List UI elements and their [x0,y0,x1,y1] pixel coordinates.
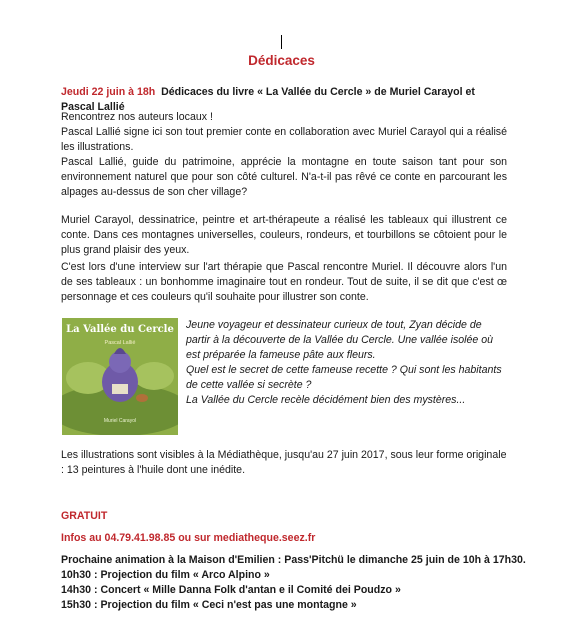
schedule-text: Projection du film « Arco Alpino » [100,569,270,581]
paragraph-meeting: C'est lors d'une interview sur l'art thérapie que Pascal rencontre Muriel. Il découvre alors l'un de ses tableaux : un bonhomme imaginaire tout en rondeur. Tout de suite, il se dit que c'est œ personnage et ces couleurs qu'il souhaite pour illustrer son conte. [61,261,507,303]
contact-info: Infos au 04.79.41.98.85 ou sur mediatheque.seez.fr [61,532,316,544]
free-label: GRATUIT [61,510,108,522]
exhibit-info: Les illustrations sont visibles à la Médiathèque, jusqu'au 27 juin 2017, sous leur forme originale : 13 peintures à l'huile dont une inédite. [61,449,507,476]
text-cursor [281,35,282,49]
next-event-heading: Prochaine animation à la Maison d'Emilien : Pass'Pitchü le dimanche 25 juin de 10h à 17h30. [61,554,526,566]
schedule-time: 15h30 : [61,599,98,611]
schedule-time: 14h30 : [61,584,98,596]
book-cover-image [62,318,178,435]
cover-illustrator: Muriel Carayol [103,418,137,424]
synopsis-line: Jeune voyageur et dessinateur curieux de tout, Zyan décide de partir à la découverte de la Vallée du Cercle. Une vallée isolée où est préparée la fameuse pâte aux fleurs. [186,319,494,361]
schedule-time: 10h30 : [61,569,98,581]
synopsis-line: La Vallée du Cercle recèle décidément bien des mystères... [186,394,466,406]
cover-title: La Vallée du Cercle [66,324,174,335]
event-date: Jeudi 22 juin à 18h [61,86,156,98]
paragraph-pascal: Pascal Lallié, guide du patrimoine, apprécie la montagne en toute saison tant pour son environnement naturel que pour son côté culturel. N'a-t-il pas rêvé ce conte en parcourant les alpages au-dessus de son cher village? [61,156,507,198]
paragraph-collab: Pascal Lallié signe ici son tout premier conte en collaboration avec Muriel Carayol qui a réalisé les illustrations. [61,126,507,153]
book-synopsis [186,318,508,408]
schedule-row [61,583,507,598]
paragraph-muriel: Muriel Carayol, dessinatrice, peintre et art-thérapeute a réalisé les tableaux qui illustrent ce conte. Dans ces montagnes universelles, couleurs, rondeurs, et tourbillons se côtoient pour le plus grand plaisir des yeux. [61,214,507,256]
schedule-text: Concert « Mille Danna Folk d'antan e il Comité dei Poudzo » [100,584,401,596]
event-text: Dédicaces du livre « La Vallée du Cercle » de Muriel Carayol et Pascal Lallié [61,86,475,113]
schedule-row [61,568,507,583]
cover-author: Pascal Lallié [104,340,136,346]
schedule-text: Projection du film « Ceci n'est pas une montagne » [100,599,357,611]
page-title: Dédicaces [248,53,315,68]
intro-line: Rencontrez nos auteurs locaux ! [61,111,213,123]
synopsis-line: Quel est le secret de cette fameuse recette ? Qui sont les habitants de cette vallée si secrète ? [186,364,502,391]
schedule-row [61,598,507,613]
